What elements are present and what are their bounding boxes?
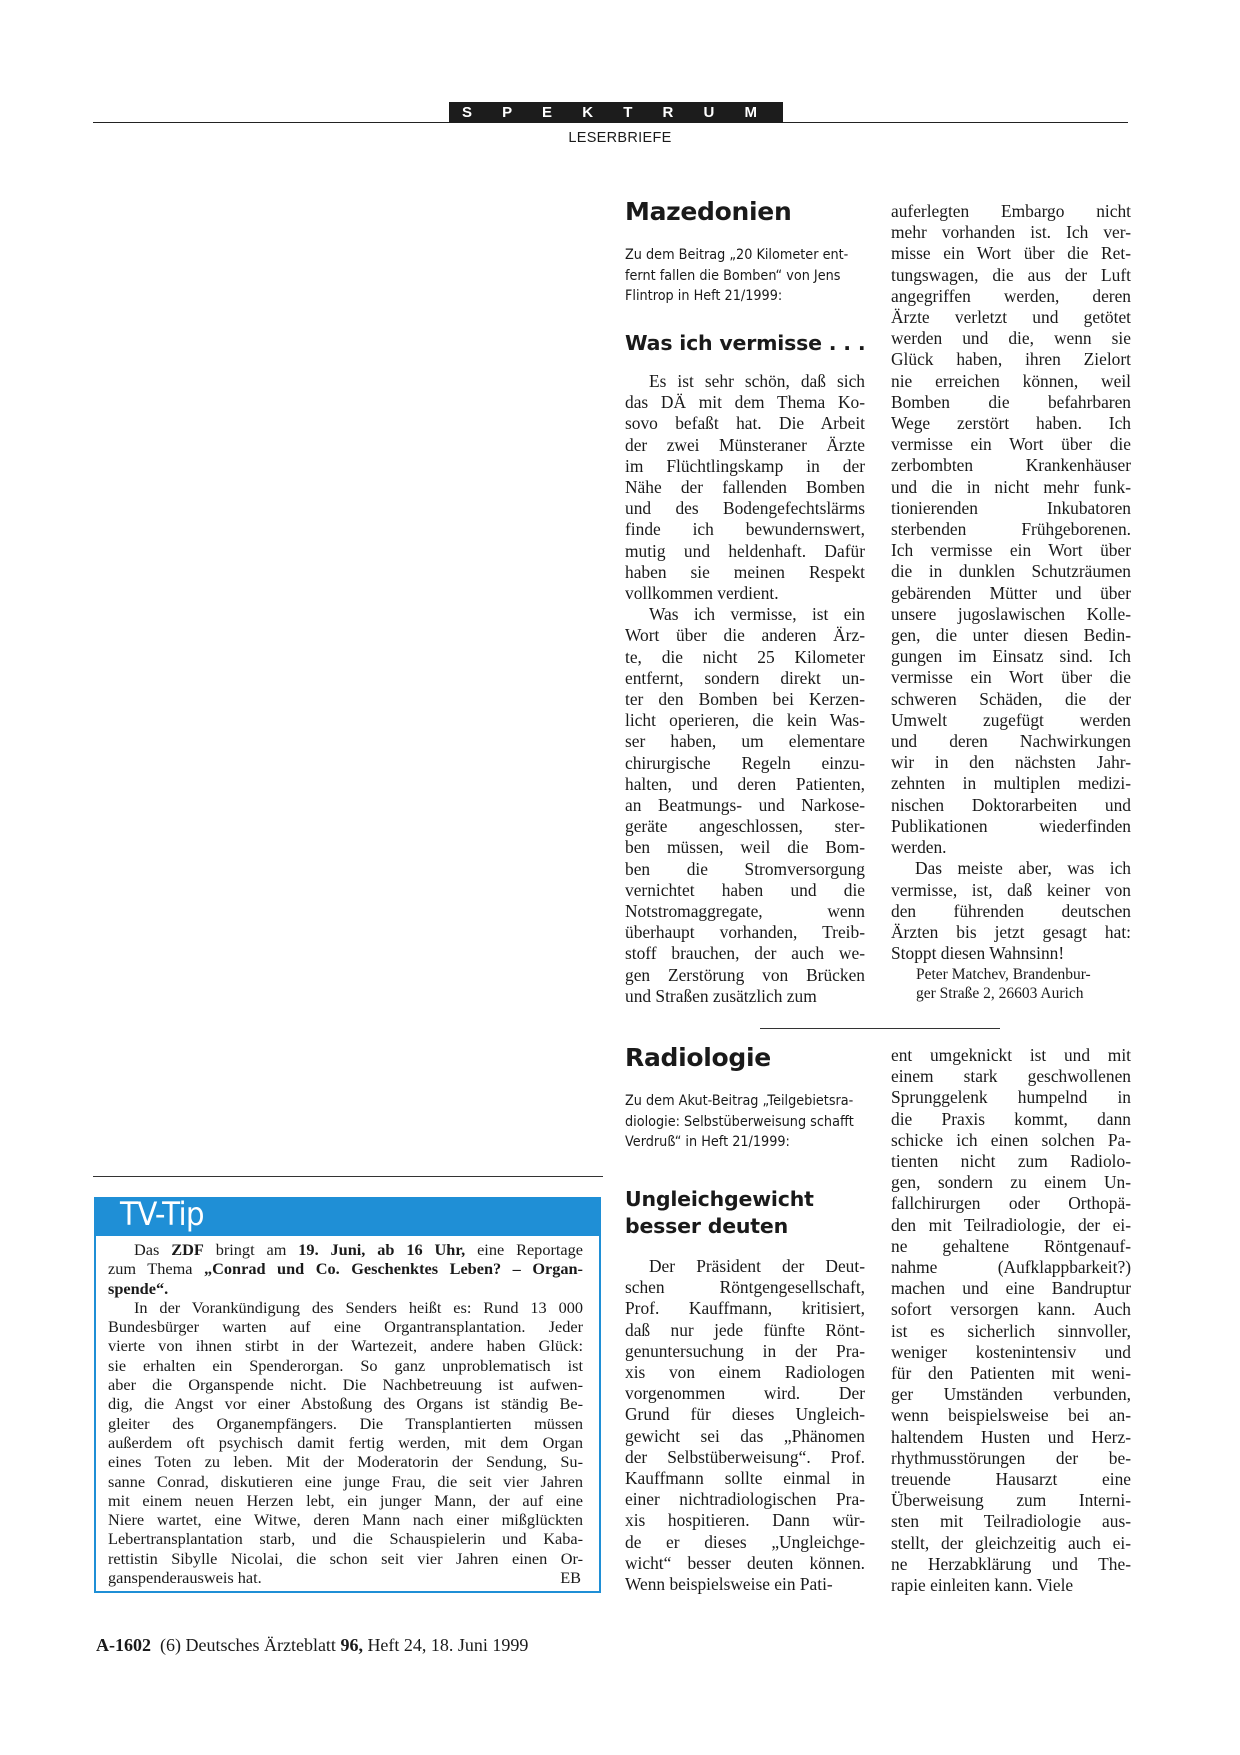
- tv-tip-line: aber die Organspende nicht. Die Nachbetreuung ist aufwen-: [108, 1375, 583, 1395]
- text-line: fallchirurgen oder Orthopä-: [891, 1193, 1131, 1214]
- text-line: Der Präsident der Deut-: [649, 1256, 865, 1276]
- text-line: sovo befaßt hat. Die Arbeit: [625, 413, 865, 434]
- text-line: vernichtet haben und die: [625, 879, 865, 900]
- tv-tip-text: zum Thema: [108, 1259, 204, 1279]
- text-line: im Flüchtlingskamp in der: [625, 455, 865, 476]
- text-line: tungswagen, die aus der Luft: [891, 264, 1131, 285]
- intro-line: Zu dem Akut-Beitrag „Teilgebietsra-: [625, 1092, 854, 1109]
- text-line: Was ich vermisse, ist ein: [649, 604, 865, 625]
- text-line: haben sie meinen Respekt: [625, 561, 865, 582]
- letter-signature: [916, 965, 1091, 1003]
- section-bar: S P E K T R U M: [449, 102, 783, 123]
- tv-tip-bold-text: „Conrad und Co. Geschenktes Leben? – Organ-: [204, 1259, 583, 1279]
- tv-tip-line: In der Vorankündigung des Senders heißt es: Rund 13 000: [134, 1297, 583, 1317]
- text-line: ben die Stromversorgung: [625, 858, 865, 879]
- text-line: te, die nicht 25 Kilometer: [625, 646, 865, 667]
- rubric-label: LESERBRIEFE: [568, 130, 672, 146]
- text-line: licht operieren, die kein Was-: [625, 710, 865, 731]
- text-line: schweren Schäden, die der: [891, 688, 1131, 709]
- tv-tip-line: rettistin Sibylle Nicolai, die schon seit vier Jahren einen Or-: [108, 1548, 583, 1568]
- text-line: ent umgeknickt ist und mit: [891, 1045, 1131, 1065]
- intro-line: Flintrop in Heft 21/1999:: [625, 287, 783, 304]
- text-line: daß nur jede fünfte Rönt-: [625, 1319, 865, 1340]
- divider: [93, 1176, 603, 1177]
- text-line: finde ich bewundernswert,: [625, 519, 865, 540]
- text-line: stellt, der gleichzeitig auch ei-: [891, 1532, 1131, 1553]
- tv-tip-initials: EB: [560, 1568, 581, 1588]
- text-line: gewicht sei das „Phänomen: [625, 1425, 865, 1446]
- text-line: Ich vermisse ein Wort über: [891, 540, 1131, 561]
- text-line: Nähe der fallenden Bomben: [625, 477, 865, 498]
- text-line: vollkommen verdient.: [625, 583, 779, 604]
- text-line: Kauffmann sollte einmal in: [625, 1468, 865, 1489]
- text-line: treuende Hausarzt eine: [891, 1469, 1131, 1490]
- text-line: machen und eine Bandruptur: [891, 1278, 1131, 1299]
- text-line: an Beatmungs- und Narkose-: [625, 795, 865, 816]
- footer-volume: 96,: [340, 1635, 363, 1655]
- text-line: wicht“ besser deuten können.: [625, 1552, 865, 1573]
- text-line: xis von einem Radiologen: [625, 1362, 865, 1383]
- tv-tip-text: Das: [134, 1240, 172, 1259]
- article-intro: [625, 245, 848, 307]
- signature-line: Peter Matchev, Brandenbur-: [916, 966, 1091, 983]
- article-title-mazedonien: Mazedonien: [625, 197, 792, 226]
- text-line: Ärzten bis jetzt gesagt hat:: [891, 921, 1131, 942]
- text-line: ne gehaltene Röntgenauf-: [891, 1235, 1131, 1256]
- text-line: einem stark geschwollenen: [891, 1066, 1131, 1087]
- text-line: sten mit Teilradiologie aus-: [891, 1511, 1131, 1532]
- text-line: Grund für dieses Ungleich-: [625, 1404, 865, 1425]
- text-line: Sprunggelenk humpelnd in: [891, 1087, 1131, 1108]
- text-line: vermisse ein Wort über die: [891, 667, 1131, 688]
- tv-tip-line: dig, die Angst vor einer Abstoßung des Organs ist ständig Be-: [108, 1394, 583, 1414]
- text-line: misse ein Wort über die Ret-: [891, 243, 1131, 264]
- tv-tip-line: Lebertransplantation starb, und die Schauspielerin und Kaba-: [108, 1529, 583, 1549]
- text-line: stoff brauchen, der auch we-: [625, 943, 865, 964]
- text-line: vermisse, ist, daß keiner von: [891, 879, 1131, 900]
- text-line: xis hospitieren. Dann wür-: [625, 1510, 865, 1531]
- text-line: Umwelt zugefügt werden: [891, 709, 1131, 730]
- text-line: entfernt, sondern direkt un-: [625, 667, 865, 688]
- text-line: die in dunklen Schutzräumen: [891, 561, 1131, 582]
- tv-tip-title: TV-Tip: [120, 1195, 204, 1233]
- text-line: schen Röntgengesellschaft,: [625, 1277, 865, 1298]
- text-line: Publikationen wiederfinden: [891, 815, 1131, 836]
- tv-tip-bold-text: spende“.: [108, 1278, 169, 1298]
- tv-tip-line: Bundesbürger warten auf eine Organtransplantation. Jeder: [108, 1317, 583, 1337]
- text-line: gebärenden Mütter und über: [891, 582, 1131, 603]
- tv-tip-text: bringt am: [203, 1240, 299, 1259]
- text-line: gungen im Einsatz sind. Ich: [891, 646, 1131, 667]
- text-line: rapie einleiten kann. Viele: [891, 1575, 1074, 1596]
- page-number: A-1602: [96, 1635, 151, 1655]
- text-line: ger Umständen verbunden,: [891, 1384, 1131, 1405]
- text-line: Glück haben, ihren Zielort: [891, 349, 1131, 370]
- article-subhead: Was ich vermisse . . .: [625, 331, 866, 355]
- text-line: gen, sondern zu einem Un-: [891, 1172, 1131, 1193]
- intro-line: fernt fallen die Bomben“ von Jens: [625, 266, 841, 284]
- article-body-column-2: [891, 201, 1131, 964]
- text-line: Stoppt diesen Wahnsinn!: [891, 943, 1065, 964]
- text-line: gen Zerstörung von Brücken: [625, 964, 865, 985]
- text-line: tienten nicht zum Radiolo-: [891, 1151, 1131, 1172]
- text-line: das DÄ mit dem Thema Ko-: [625, 392, 865, 413]
- text-line: Das meiste aber, was ich: [915, 858, 1131, 879]
- text-line: mutig und heldenhaft. Dafür: [625, 540, 865, 561]
- text-line: vorgenommen wird. Der: [625, 1383, 865, 1404]
- text-line: den mit Teilradiologie, der ei-: [891, 1214, 1131, 1235]
- text-line: gen, die unter diesen Bedin-: [891, 625, 1131, 646]
- text-line: ter den Bomben bei Kerzen-: [625, 689, 865, 710]
- tv-tip-body: [108, 1240, 583, 1587]
- text-line: chirurgische Regeln einzu-: [625, 752, 865, 773]
- text-line: sofort versorgen kann. Auch: [891, 1299, 1131, 1320]
- page-footer: [96, 1635, 528, 1656]
- text-line: zerbombten Krankenhäuser: [891, 455, 1131, 476]
- text-line: Wort über die anderen Ärz-: [625, 625, 865, 646]
- text-line: den führenden deutschen: [891, 900, 1131, 921]
- text-line: Wege zerstört haben. Ich: [891, 413, 1131, 434]
- text-line: de er dieses „Ungleichge-: [625, 1531, 865, 1552]
- subhead-line: Ungleichgewicht: [625, 1187, 814, 1211]
- text-line: die Praxis kommt, dann: [891, 1108, 1131, 1129]
- text-line: geräte angeschlossen, ster-: [625, 816, 865, 837]
- text-line: mehr vorhanden ist. Ich ver-: [891, 222, 1131, 243]
- text-line: rhythmusstörungen der be-: [891, 1447, 1131, 1468]
- text-line: Notstromaggregate, wenn: [625, 901, 865, 922]
- intro-line: diologie: Selbstüberweisung schafft: [625, 1112, 854, 1130]
- text-line: weniger kostenintensiv und: [891, 1341, 1131, 1362]
- intro-line: Zu dem Beitrag „20 Kilometer ent-: [625, 246, 849, 263]
- text-line: sterbenden Frühgeborenen.: [891, 519, 1131, 540]
- text-line: und Straßen zusätzlich zum: [625, 985, 817, 1006]
- text-line: und die in nicht mehr funk-: [891, 476, 1131, 497]
- tv-tip-line: sanne Conrad, diskutieren eine junge Frau, die seit vier Jahren: [108, 1471, 583, 1491]
- tv-tip-line: gleiter des Organempfängers. Die Transplantierten müssen: [108, 1413, 583, 1433]
- tv-tip-line: eines Toten zu leben. Mit der Moderatorin der Sendung, Su-: [108, 1452, 583, 1472]
- signature-line: ger Straße 2, 26603 Aurich: [916, 985, 1084, 1002]
- tv-tip-line: mit einem neuen Herzen lebt, ein junger Mann, der auf eine: [108, 1490, 583, 1510]
- footer-text: (6) Deutsches Ärzteblatt: [160, 1635, 341, 1655]
- subhead-line: besser deuten: [625, 1214, 789, 1238]
- text-line: ist es sicherlich sinnvoller,: [891, 1320, 1131, 1341]
- tv-tip-text: eine Reportage: [465, 1240, 583, 1259]
- text-line: für den Patienten mit weni-: [891, 1363, 1131, 1384]
- intro-line: Verdruß“ in Heft 21/1999:: [625, 1133, 790, 1150]
- text-line: vermisse ein Wort über die: [891, 434, 1131, 455]
- text-line: Es ist sehr schön, daß sich: [649, 371, 865, 391]
- divider: [760, 1028, 1000, 1029]
- text-line: überhaupt vorhanden, Treib-: [625, 922, 865, 943]
- tv-tip-line: [108, 1259, 583, 1278]
- text-line: Überweisung zum Interni-: [891, 1490, 1131, 1511]
- text-line: tionierenden Inkubatoren: [891, 497, 1131, 518]
- tv-tip-bold-text: 19. Juni, ab 16 Uhr,: [298, 1240, 466, 1259]
- text-line: einer nichtradiologischen Pra-: [625, 1489, 865, 1510]
- tv-tip-line: außerdem oft psychisch damit fertig werden, mit dem Organ: [108, 1432, 583, 1452]
- text-line: ser haben, um elementare: [625, 731, 865, 752]
- text-line: schicke ich einen solchen Pa-: [891, 1129, 1131, 1150]
- tv-tip-line: [108, 1240, 583, 1259]
- text-line: nischen Doktorarbeiten und: [891, 794, 1131, 815]
- text-line: genuntersuchung in der Pra-: [625, 1340, 865, 1361]
- text-line: der Selbstüberweisung“. Prof.: [625, 1446, 865, 1467]
- text-line: werden.: [891, 837, 947, 858]
- article-subhead: [625, 1186, 814, 1240]
- text-line: wenn beispielsweise bei an-: [891, 1405, 1131, 1426]
- text-line: auferlegten Embargo nicht: [891, 201, 1131, 221]
- text-line: wir in den nächsten Jahr-: [891, 752, 1131, 773]
- text-line: ben müssen, weil die Bom-: [625, 837, 865, 858]
- text-line: ne Herzabklärung und The-: [891, 1553, 1131, 1574]
- tv-tip-line: Niere wartet, eine Witwe, deren Mann nach einer mißglückten: [108, 1510, 583, 1530]
- tv-tip-line: ganspenderausweis hat.: [108, 1568, 262, 1588]
- text-line: der zwei Münsteraner Ärzte: [625, 434, 865, 455]
- article-body-column-2: [891, 1045, 1131, 1596]
- tv-tip-line: sie erhalten ein Spenderorgan. So ganz unproblematisch ist: [108, 1355, 583, 1375]
- tv-tip-line: vierte von ihnen stirbt in der Wartezeit, andere haben Glück:: [108, 1336, 583, 1356]
- text-line: Prof. Kauffmann, kritisiert,: [625, 1298, 865, 1319]
- text-line: werden und die, wenn sie: [891, 328, 1131, 349]
- article-title-radiologie: Radiologie: [625, 1043, 771, 1072]
- text-line: halten, und deren Patienten,: [625, 773, 865, 794]
- text-line: Bomben die befahrbaren: [891, 391, 1131, 412]
- text-line: haltendem Husten und Herz-: [891, 1426, 1131, 1447]
- tv-tip-line: [108, 1279, 583, 1298]
- article-body-column-1: [625, 1256, 865, 1595]
- tv-tip-bold-text: ZDF: [171, 1240, 204, 1259]
- text-line: unsere jugoslawischen Kolle-: [891, 603, 1131, 624]
- text-line: Ärzte verletzt und getötet: [891, 307, 1131, 328]
- text-line: angegriffen werden, deren: [891, 285, 1131, 306]
- text-line: und deren Nachwirkungen: [891, 731, 1131, 752]
- text-line: nie erreichen können, weil: [891, 370, 1131, 391]
- article-intro: [625, 1091, 854, 1153]
- article-body-column-1: [625, 371, 865, 1007]
- footer-issue: Heft 24, 18. Juni 1999: [362, 1635, 529, 1655]
- text-line: nahme (Aufklappbarkeit?): [891, 1257, 1131, 1278]
- text-line: und des Bodengefechtslärms: [625, 498, 865, 519]
- text-line: zehnten in multiplen medizi-: [891, 773, 1131, 794]
- text-line: Wenn beispielsweise ein Pati-: [625, 1574, 833, 1595]
